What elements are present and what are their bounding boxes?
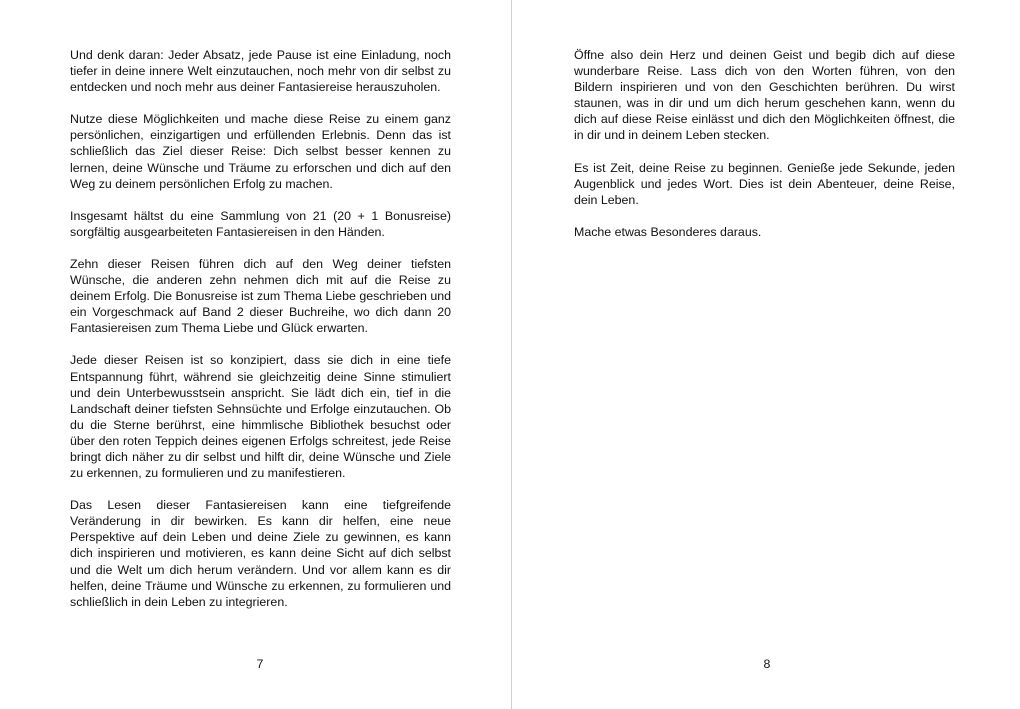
paragraph: Jede dieser Reisen ist so konzipiert, dass sie dich in eine tiefe Entspannung führt, während sie gleichzeitig deine Sinne stimuliert und dein Unterbewusstsein anspricht. Sie lädt dich ein, tief in die Landschaft deiner tiefsten Sehnsüchte und Erfolge einzutauchen. Ob du die Sterne berührst, eine himmlische Bibliothek besuchst oder über den roten Teppich deines eigenen Erfolgs schreitest, jede Reise bringt dich näher zu dir selbst und hilft dir, deine Wünsche und Ziele zu erkennen, zu formulieren und zu manifestieren. (70, 353, 451, 481)
left-page-text (70, 47, 451, 626)
paragraph: Öffne also dein Herz und deinen Geist und begib dich auf diese wunderbare Reise. Lass dich von den Worten führen, von den Bildern inspirieren und von den Geschichten berühren. Du wirst staunen, was in dir und um dich herum geschehen kann, wenn du dich auf diese Reise einlässt und dich den Möglichkeiten öffnest, die in dir und in deinem Leben stecken. (574, 48, 955, 143)
paragraph: Mache etwas Besonderes daraus. (574, 224, 762, 239)
paragraph: Insgesamt hältst du eine Sammlung von 21 (20 + 1 Bonusreise) sorgfältig ausgearbeiteten Fantasiereisen in den Händen. (70, 208, 451, 239)
right-page (512, 0, 1020, 709)
paragraph: Das Lesen dieser Fantasiereisen kann eine tiefgreifende Veränderung in dir bewirken. Es kann dir helfen, eine neue Perspektive auf dein Leben und deine Ziele zu gewinnen, es kann dich inspirieren und motivieren, es kann deine Sicht auf dich selbst und die Welt um dich herum verändern. Und vor allem kann es dir helfen, deine Träume und Wünsche zu erkennen, zu formulieren und schließlich in dein Leben zu integrieren. (70, 498, 451, 609)
page-number-left: 7 (256, 657, 264, 671)
paragraph: Nutze diese Möglichkeiten und mache diese Reise zu einem ganz persönlichen, einzigartigen und erfüllenden Erlebnis. Denn das ist schließlich das Ziel dieser Reise: Dich selbst besser kennen zu lernen, deine Wünsche und Träume zu erforschen und dich auf den Weg zu deinem persönlichen Erfolg zu machen. (70, 112, 451, 191)
paragraph: Es ist Zeit, deine Reise zu beginnen. Genieße jede Sekunde, jeden Augenblick und jedes Wort. Dies ist dein Abenteuer, deine Reise, dein Leben. (574, 160, 955, 207)
paragraph: Und denk daran: Jeder Absatz, jede Pause ist eine Einladung, noch tiefer in deine innere Welt einzutauchen, noch mehr von dir selbst zu entdecken und noch mehr aus deiner Fantasiereise herauszuholen. (70, 48, 451, 95)
paragraph: Zehn dieser Reisen führen dich auf den Weg deiner tiefsten Wünsche, die anderen zehn nehmen dich mit auf die Reise zu deinem Erfolg. Die Bonusreise ist zum Thema Liebe geschrieben und ein Vorgeschmack auf Band 2 dieser Buchreihe, wo dich dann 20 Fantasiereisen zum Thema Liebe und Glück erwarten. (70, 256, 451, 336)
page-number-right: 8 (763, 657, 771, 671)
right-page-text (574, 47, 955, 256)
